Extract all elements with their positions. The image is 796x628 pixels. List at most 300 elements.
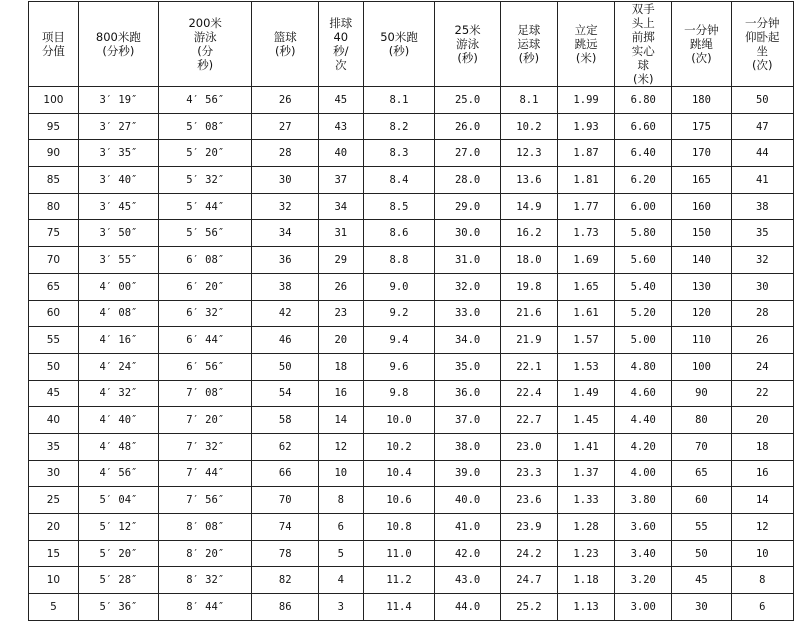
value-cell: 10.8 [363, 514, 435, 541]
value-cell: 23.9 [500, 514, 557, 541]
score-cell: 60 [29, 300, 79, 327]
score-cell: 80 [29, 193, 79, 220]
value-cell: 5′ 28″ [78, 567, 158, 594]
value-cell: 5.80 [615, 220, 672, 247]
value-cell: 8.2 [363, 113, 435, 140]
value-cell: 4′ 56″ [158, 87, 252, 114]
value-cell: 28 [731, 300, 793, 327]
value-cell: 35 [731, 220, 793, 247]
table-header-row [29, 2, 794, 87]
score-table [28, 1, 794, 621]
column-header-line: 足球 [517, 23, 541, 37]
value-cell: 40 [318, 140, 363, 167]
value-cell: 70 [252, 487, 319, 514]
value-cell: 74 [252, 514, 319, 541]
value-cell: 9.6 [363, 353, 435, 380]
value-cell: 29.0 [435, 193, 500, 220]
table-row [29, 353, 794, 380]
value-cell: 47 [731, 113, 793, 140]
value-cell: 180 [672, 87, 731, 114]
value-cell: 12.3 [500, 140, 557, 167]
value-cell: 1.37 [558, 460, 615, 487]
value-cell: 42.0 [435, 540, 500, 567]
value-cell: 5.00 [615, 327, 672, 354]
value-cell: 3.80 [615, 487, 672, 514]
value-cell: 39.0 [435, 460, 500, 487]
value-cell: 1.49 [558, 380, 615, 407]
table-row [29, 193, 794, 220]
column-header-line: 分值 [41, 44, 65, 58]
value-cell: 5′ 20″ [158, 140, 252, 167]
value-cell: 100 [672, 353, 731, 380]
table-row [29, 567, 794, 594]
value-cell: 1.77 [558, 193, 615, 220]
column-header-8 [558, 2, 615, 87]
table-row [29, 327, 794, 354]
value-cell: 80 [672, 407, 731, 434]
value-cell: 8′ 44″ [158, 594, 252, 621]
value-cell: 8′ 32″ [158, 567, 252, 594]
value-cell: 21.9 [500, 327, 557, 354]
value-cell: 62 [252, 433, 319, 460]
table-row [29, 407, 794, 434]
value-cell: 44 [731, 140, 793, 167]
column-header-line: 跳绳 [689, 37, 713, 51]
value-cell: 5 [318, 540, 363, 567]
value-cell: 1.33 [558, 487, 615, 514]
value-cell: 11.4 [363, 594, 435, 621]
column-header-line: (次) [691, 51, 712, 65]
value-cell: 86 [252, 594, 319, 621]
value-cell: 6′ 08″ [158, 247, 252, 274]
table-row [29, 140, 794, 167]
column-header-line: 双手 [631, 2, 655, 16]
value-cell: 140 [672, 247, 731, 274]
column-header-line: 头上 [631, 16, 655, 30]
value-cell: 82 [252, 567, 319, 594]
value-cell: 14 [318, 407, 363, 434]
value-cell: 44.0 [435, 594, 500, 621]
column-header-9 [615, 2, 672, 87]
column-header-line: 200米 [188, 16, 222, 30]
value-cell: 3′ 55″ [78, 247, 158, 274]
value-cell: 66 [252, 460, 319, 487]
value-cell: 5′ 12″ [78, 514, 158, 541]
value-cell: 4.60 [615, 380, 672, 407]
value-cell: 12 [731, 514, 793, 541]
table-row [29, 540, 794, 567]
value-cell: 10.2 [363, 433, 435, 460]
column-header-line: 秒/ [333, 44, 349, 58]
column-header-line: 球 [637, 58, 649, 72]
column-header-line: 800米跑 [95, 30, 141, 44]
column-header-4 [318, 2, 363, 87]
value-cell: 43 [318, 113, 363, 140]
value-cell: 170 [672, 140, 731, 167]
value-cell: 32 [731, 247, 793, 274]
value-cell: 30 [731, 273, 793, 300]
value-cell: 7′ 44″ [158, 460, 252, 487]
value-cell: 36.0 [435, 380, 500, 407]
table-row [29, 113, 794, 140]
column-header-line: 25米 [454, 23, 481, 37]
column-header-line: 一分钟 [684, 23, 719, 37]
value-cell: 25.0 [435, 87, 500, 114]
value-cell: 9.4 [363, 327, 435, 354]
value-cell: 13.6 [500, 167, 557, 194]
value-cell: 1.99 [558, 87, 615, 114]
value-cell: 43.0 [435, 567, 500, 594]
column-header-line: (秒) [457, 51, 478, 65]
value-cell: 50 [731, 87, 793, 114]
value-cell: 60 [672, 487, 731, 514]
value-cell: 16 [318, 380, 363, 407]
score-cell: 90 [29, 140, 79, 167]
value-cell: 3′ 27″ [78, 113, 158, 140]
value-cell: 6 [731, 594, 793, 621]
value-cell: 3.40 [615, 540, 672, 567]
value-cell: 4′ 40″ [78, 407, 158, 434]
value-cell: 4′ 08″ [78, 300, 158, 327]
column-header-line: 40 [333, 30, 349, 44]
value-cell: 3′ 40″ [78, 167, 158, 194]
value-cell: 110 [672, 327, 731, 354]
value-cell: 23.3 [500, 460, 557, 487]
table-row [29, 247, 794, 274]
value-cell: 50 [672, 540, 731, 567]
column-header-2 [158, 2, 252, 87]
value-cell: 5′ 20″ [78, 540, 158, 567]
value-cell: 9.2 [363, 300, 435, 327]
value-cell: 33.0 [435, 300, 500, 327]
value-cell: 23.6 [500, 487, 557, 514]
value-cell: 10 [731, 540, 793, 567]
value-cell: 11.0 [363, 540, 435, 567]
value-cell: 10 [318, 460, 363, 487]
value-cell: 6.40 [615, 140, 672, 167]
value-cell: 10.0 [363, 407, 435, 434]
column-header-line: 运球 [517, 37, 541, 51]
value-cell: 1.13 [558, 594, 615, 621]
value-cell: 8.1 [500, 87, 557, 114]
value-cell: 1.69 [558, 247, 615, 274]
value-cell: 1.45 [558, 407, 615, 434]
value-cell: 40.0 [435, 487, 500, 514]
column-header-line: (米) [575, 51, 597, 65]
value-cell: 130 [672, 273, 731, 300]
value-cell: 4 [318, 567, 363, 594]
value-cell: 4′ 24″ [78, 353, 158, 380]
table-row [29, 594, 794, 621]
value-cell: 6′ 44″ [158, 327, 252, 354]
value-cell: 8.8 [363, 247, 435, 274]
score-cell: 25 [29, 487, 79, 514]
score-cell: 50 [29, 353, 79, 380]
value-cell: 8.1 [363, 87, 435, 114]
value-cell: 36 [252, 247, 319, 274]
column-header-line: (秒) [518, 51, 540, 65]
column-header-line: 仰卧起 [745, 30, 780, 44]
value-cell: 27.0 [435, 140, 500, 167]
value-cell: 42 [252, 300, 319, 327]
value-cell: 90 [672, 380, 731, 407]
value-cell: 10.6 [363, 487, 435, 514]
value-cell: 46 [252, 327, 319, 354]
value-cell: 1.87 [558, 140, 615, 167]
value-cell: 4.40 [615, 407, 672, 434]
value-cell: 4′ 32″ [78, 380, 158, 407]
value-cell: 20 [731, 407, 793, 434]
value-cell: 35.0 [435, 353, 500, 380]
column-header-line: 游泳 [193, 30, 217, 44]
value-cell: 3′ 50″ [78, 220, 158, 247]
value-cell: 28 [252, 140, 319, 167]
value-cell: 31.0 [435, 247, 500, 274]
value-cell: 1.73 [558, 220, 615, 247]
value-cell: 37 [318, 167, 363, 194]
value-cell: 27 [252, 113, 319, 140]
value-cell: 10.2 [500, 113, 557, 140]
value-cell: 3.20 [615, 567, 672, 594]
value-cell: 21.6 [500, 300, 557, 327]
value-cell: 7′ 32″ [158, 433, 252, 460]
value-cell: 41.0 [435, 514, 500, 541]
column-header-line: 游泳 [456, 37, 480, 51]
value-cell: 8.3 [363, 140, 435, 167]
column-header-1 [78, 2, 158, 87]
value-cell: 10.4 [363, 460, 435, 487]
value-cell: 11.2 [363, 567, 435, 594]
column-header-3 [252, 2, 319, 87]
value-cell: 6′ 32″ [158, 300, 252, 327]
column-header-7 [500, 2, 557, 87]
score-cell: 20 [29, 514, 79, 541]
value-cell: 150 [672, 220, 731, 247]
value-cell: 22.7 [500, 407, 557, 434]
value-cell: 8′ 20″ [158, 540, 252, 567]
value-cell: 5′ 36″ [78, 594, 158, 621]
column-header-line: 项目 [41, 30, 65, 44]
value-cell: 24 [731, 353, 793, 380]
column-header-line: 前掷 [631, 30, 655, 44]
value-cell: 1.57 [558, 327, 615, 354]
column-header-line: 坐 [756, 44, 769, 58]
table-row [29, 167, 794, 194]
column-header-line: (次) [752, 58, 773, 72]
column-header-0 [29, 2, 79, 87]
value-cell: 3.00 [615, 594, 672, 621]
value-cell: 32 [252, 193, 319, 220]
score-cell: 35 [29, 433, 79, 460]
value-cell: 5.40 [615, 273, 672, 300]
value-cell: 165 [672, 167, 731, 194]
score-cell: 5 [29, 594, 79, 621]
value-cell: 8 [318, 487, 363, 514]
score-cell: 45 [29, 380, 79, 407]
value-cell: 26 [731, 327, 793, 354]
table-row [29, 460, 794, 487]
table-row [29, 487, 794, 514]
value-cell: 55 [672, 514, 731, 541]
column-header-6 [435, 2, 500, 87]
value-cell: 9.8 [363, 380, 435, 407]
column-header-line: (分 [197, 44, 214, 58]
value-cell: 5.20 [615, 300, 672, 327]
value-cell: 45 [672, 567, 731, 594]
value-cell: 1.65 [558, 273, 615, 300]
column-header-line: 一分钟 [745, 16, 780, 30]
value-cell: 30 [252, 167, 319, 194]
value-cell: 3′ 19″ [78, 87, 158, 114]
value-cell: 5′ 04″ [78, 487, 158, 514]
value-cell: 3′ 35″ [78, 140, 158, 167]
table-body [29, 87, 794, 621]
score-cell: 10 [29, 567, 79, 594]
value-cell: 54 [252, 380, 319, 407]
value-cell: 26.0 [435, 113, 500, 140]
value-cell: 70 [672, 433, 731, 460]
value-cell: 1.28 [558, 514, 615, 541]
value-cell: 14 [731, 487, 793, 514]
column-header-line: 次 [335, 58, 347, 72]
score-cell: 15 [29, 540, 79, 567]
value-cell: 1.18 [558, 567, 615, 594]
table-row [29, 273, 794, 300]
value-cell: 30.0 [435, 220, 500, 247]
value-cell: 14.9 [500, 193, 557, 220]
value-cell: 45 [318, 87, 363, 114]
value-cell: 18 [318, 353, 363, 380]
column-header-line: 立定 [574, 23, 598, 37]
value-cell: 4′ 00″ [78, 273, 158, 300]
value-cell: 16.2 [500, 220, 557, 247]
table-row [29, 300, 794, 327]
value-cell: 19.8 [500, 273, 557, 300]
value-cell: 34 [318, 193, 363, 220]
value-cell: 4.80 [615, 353, 672, 380]
value-cell: 4.00 [615, 460, 672, 487]
value-cell: 41 [731, 167, 793, 194]
column-header-line: 排球 [329, 16, 353, 30]
value-cell: 5.60 [615, 247, 672, 274]
value-cell: 58 [252, 407, 319, 434]
table-row [29, 433, 794, 460]
value-cell: 4′ 16″ [78, 327, 158, 354]
value-cell: 34 [252, 220, 319, 247]
value-cell: 24.2 [500, 540, 557, 567]
table-row [29, 514, 794, 541]
value-cell: 29 [318, 247, 363, 274]
value-cell: 1.41 [558, 433, 615, 460]
column-header-line: (分秒) [102, 44, 135, 58]
value-cell: 1.93 [558, 113, 615, 140]
value-cell: 1.81 [558, 167, 615, 194]
value-cell: 8.4 [363, 167, 435, 194]
value-cell: 18 [731, 433, 793, 460]
column-header-line: 50米跑 [380, 30, 418, 44]
value-cell: 3′ 45″ [78, 193, 158, 220]
value-cell: 22.1 [500, 353, 557, 380]
value-cell: 4.20 [615, 433, 672, 460]
value-cell: 26 [252, 87, 319, 114]
value-cell: 5′ 44″ [158, 193, 252, 220]
value-cell: 8′ 08″ [158, 514, 252, 541]
value-cell: 20 [318, 327, 363, 354]
score-cell: 55 [29, 327, 79, 354]
value-cell: 16 [731, 460, 793, 487]
column-header-5 [363, 2, 435, 87]
table-row [29, 220, 794, 247]
value-cell: 78 [252, 540, 319, 567]
value-cell: 28.0 [435, 167, 500, 194]
column-header-10 [672, 2, 731, 87]
score-cell: 40 [29, 407, 79, 434]
value-cell: 8.6 [363, 220, 435, 247]
value-cell: 30 [672, 594, 731, 621]
score-cell: 65 [29, 273, 79, 300]
value-cell: 6.00 [615, 193, 672, 220]
value-cell: 5′ 56″ [158, 220, 252, 247]
value-cell: 4′ 56″ [78, 460, 158, 487]
value-cell: 32.0 [435, 273, 500, 300]
value-cell: 6.20 [615, 167, 672, 194]
value-cell: 26 [318, 273, 363, 300]
score-cell: 100 [29, 87, 79, 114]
score-cell: 95 [29, 113, 79, 140]
value-cell: 1.61 [558, 300, 615, 327]
score-cell: 75 [29, 220, 79, 247]
column-header-line: 跳远 [574, 37, 598, 51]
value-cell: 175 [672, 113, 731, 140]
value-cell: 3.60 [615, 514, 672, 541]
column-header-line: (米) [632, 72, 654, 86]
value-cell: 12 [318, 433, 363, 460]
value-cell: 8.5 [363, 193, 435, 220]
value-cell: 38 [252, 273, 319, 300]
value-cell: 18.0 [500, 247, 557, 274]
value-cell: 7′ 56″ [158, 487, 252, 514]
value-cell: 7′ 08″ [158, 380, 252, 407]
value-cell: 31 [318, 220, 363, 247]
value-cell: 5′ 32″ [158, 167, 252, 194]
value-cell: 24.7 [500, 567, 557, 594]
score-cell: 85 [29, 167, 79, 194]
value-cell: 65 [672, 460, 731, 487]
value-cell: 1.53 [558, 353, 615, 380]
column-header-line: (秒) [274, 44, 296, 58]
table-row [29, 380, 794, 407]
value-cell: 34.0 [435, 327, 500, 354]
value-cell: 23.0 [500, 433, 557, 460]
value-cell: 9.0 [363, 273, 435, 300]
column-header-line: 篮球 [273, 30, 297, 44]
value-cell: 7′ 20″ [158, 407, 252, 434]
value-cell: 50 [252, 353, 319, 380]
value-cell: 37.0 [435, 407, 500, 434]
column-header-line: 实心 [631, 44, 655, 58]
value-cell: 6.60 [615, 113, 672, 140]
value-cell: 4′ 48″ [78, 433, 158, 460]
value-cell: 160 [672, 193, 731, 220]
column-header-line: 秒) [197, 58, 214, 72]
value-cell: 8 [731, 567, 793, 594]
value-cell: 6′ 20″ [158, 273, 252, 300]
table-row [29, 87, 794, 114]
value-cell: 23 [318, 300, 363, 327]
value-cell: 3 [318, 594, 363, 621]
value-cell: 22.4 [500, 380, 557, 407]
value-cell: 5′ 08″ [158, 113, 252, 140]
